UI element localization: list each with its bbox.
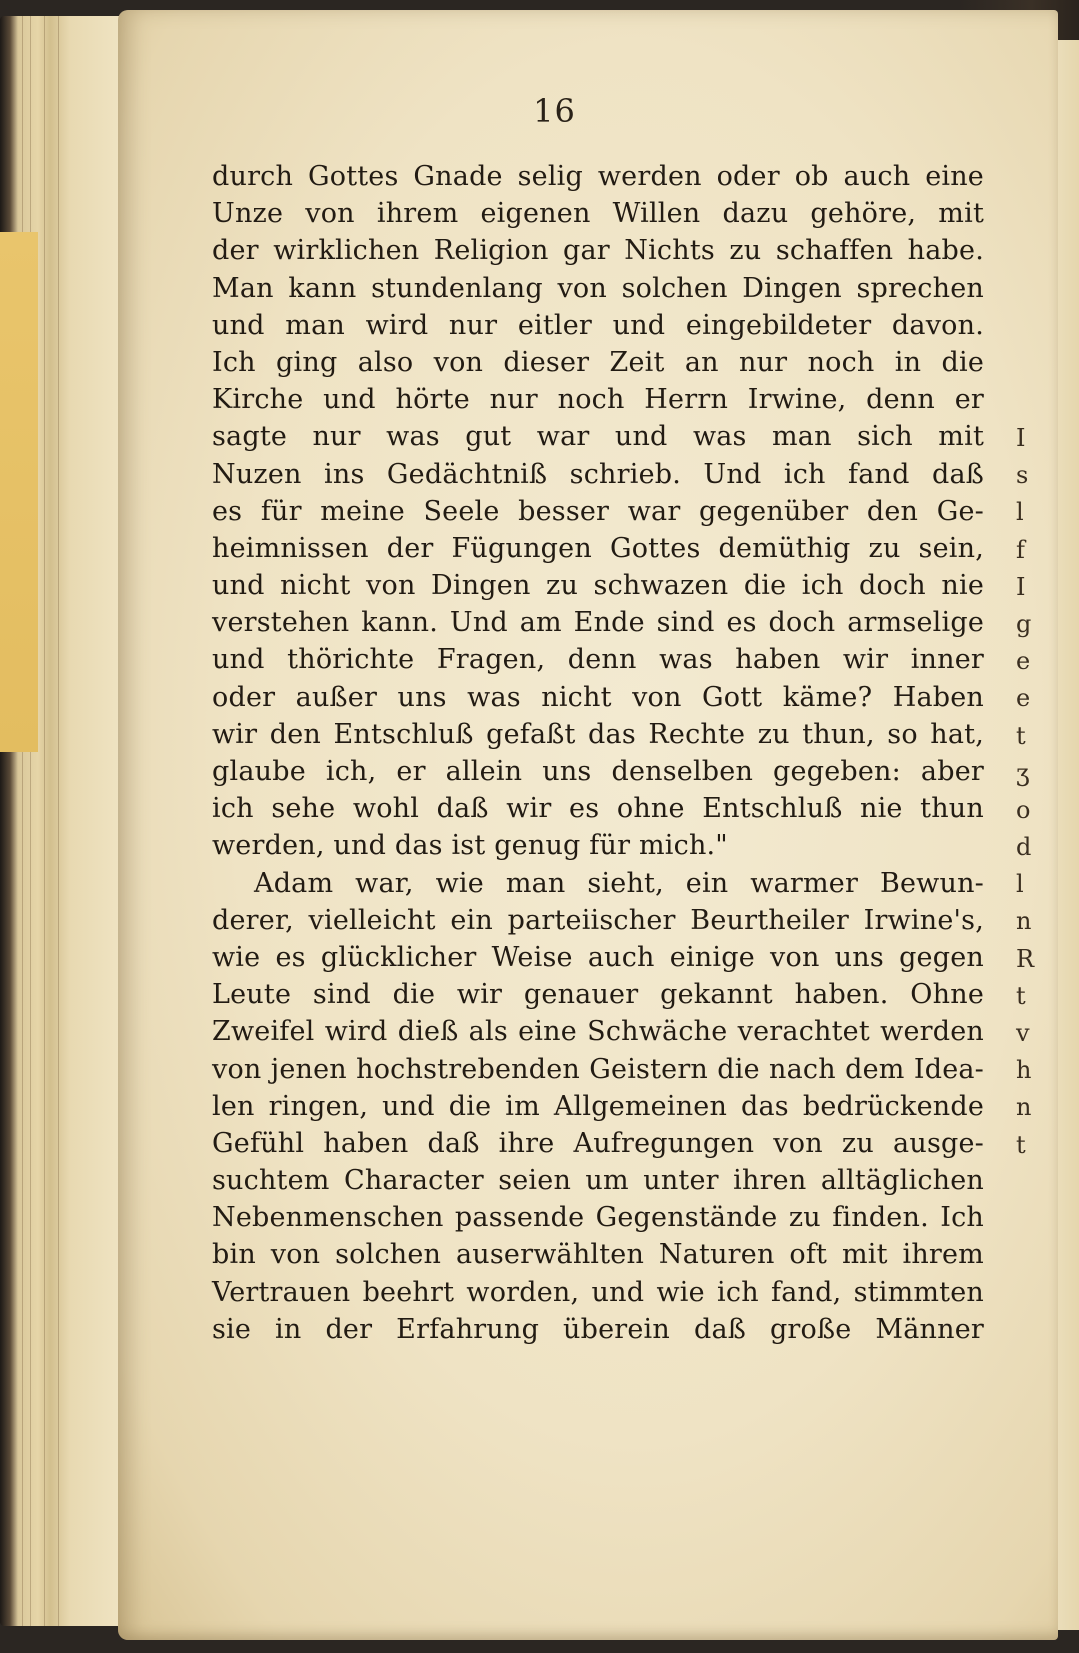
text-line: Gefühl haben daß ihre Aufregungen von zu ausge- (212, 1127, 984, 1159)
text-line: es für meine Seele besser war gegenüber den Ge- (212, 495, 984, 527)
text-line: Nebenmenschen passende Gegenstände zu finden. Ich (212, 1202, 984, 1234)
margin-letter: e (1016, 647, 1031, 676)
text-line: ich sehe wohl daß wir es ohne Entschluß nie thun (212, 793, 984, 825)
margin-letter: d (1016, 833, 1032, 862)
margin-letter: l (1016, 498, 1024, 527)
margin-letter: I (1016, 572, 1026, 601)
text-line: len ringen, und die im Allgemeinen das bedrückende (212, 1090, 984, 1122)
margin-letter: f (1016, 535, 1025, 564)
facing-page-margin-letters (1016, 420, 1036, 1164)
margin-letter: t (1016, 981, 1026, 1010)
text-line: durch Gottes Gnade selig werden oder ob auch eine (212, 161, 984, 192)
yellow-bookmark-tab (0, 232, 38, 752)
text-line: sagte nur was gut war und was man sich mit (212, 421, 984, 453)
margin-letter: o (1016, 795, 1031, 824)
margin-letter: h (1016, 1056, 1032, 1085)
margin-letter: t (1016, 1130, 1026, 1159)
text-line: suchtem Character seien um unter ihren alltäglichen (212, 1165, 984, 1197)
text-line: bin von solchen auserwählten Naturen oft mit ihrem (212, 1239, 984, 1271)
margin-letter: v (1016, 1019, 1030, 1047)
text-line: Kirche und hörte nur noch Herrn Irwine, denn er (212, 384, 984, 416)
text-line: Unze von ihrem eigenen Willen dazu gehöre, mit (212, 198, 984, 230)
text-line: werden, und das ist genug für mich." (212, 830, 728, 862)
margin-letter: s (1016, 461, 1029, 490)
text-line: von jenen hochstrebenden Geistern die nach dem Idea- (212, 1053, 984, 1085)
text-line: Ich ging also von dieser Zeit an nur noch in die (212, 346, 984, 378)
margin-letter: l (1016, 870, 1024, 899)
margin-letter: n (1016, 1093, 1032, 1122)
text-line: Adam war, wie man sieht, ein warmer Bewun- (254, 867, 984, 899)
margin-letter: I (1016, 424, 1026, 452)
margin-letter: ʒ (1016, 758, 1030, 787)
text-line: glaube ich, er allein uns denselben gegeben: aber (212, 756, 984, 787)
text-line: oder außer uns was nicht von Gott käme? Haben (212, 681, 984, 713)
text-line: und man wird nur eitler und eingebildeter davon. (212, 309, 984, 341)
text-line: Nuzen ins Gedächtniß schrieb. Und ich fand daß (212, 458, 984, 490)
text-line: Vertrauen beehrt worden, und wie ich fand, stimmten (212, 1276, 984, 1308)
text-line: Zweifel wird dieß als eine Schwäche verachtet werden (212, 1016, 984, 1048)
text-line: sie in der Erfahrung überein daß große Männer (212, 1313, 984, 1345)
margin-letter: R (1016, 944, 1035, 973)
margin-letter: e (1016, 684, 1031, 713)
text-line: derer, vielleicht ein parteiischer Beurtheiler Irwine's, (212, 904, 984, 936)
text-line: und nicht von Dingen zu schwazen die ich doch nie (212, 570, 984, 602)
text-line: wie es glücklicher Weise auch einige von uns gegen (212, 941, 984, 973)
text-line: Man kann stundenlang von solchen Dingen sprechen (212, 272, 984, 304)
margin-letter: g (1016, 609, 1032, 638)
text-line: und thörichte Fragen, denn was haben wir inner (212, 644, 984, 676)
text-line: wir den Entschluß gefaßt das Rechte zu thun, so hat, (212, 718, 984, 750)
text-line: Leute sind die wir genauer gekannt haben. Ohne (212, 979, 984, 1011)
page-number: 16 (533, 92, 576, 130)
page-body-text (212, 158, 984, 1348)
text-line: verstehen kann. Und am Ende sind es doch armselige (212, 607, 984, 639)
text-line: heimnissen der Fügungen Gottes demüthig zu sein, (212, 532, 984, 564)
margin-letter: n (1016, 907, 1032, 936)
margin-letter: t (1016, 721, 1026, 750)
text-line: der wirklichen Religion gar Nichts zu schaffen habe. (212, 235, 984, 267)
